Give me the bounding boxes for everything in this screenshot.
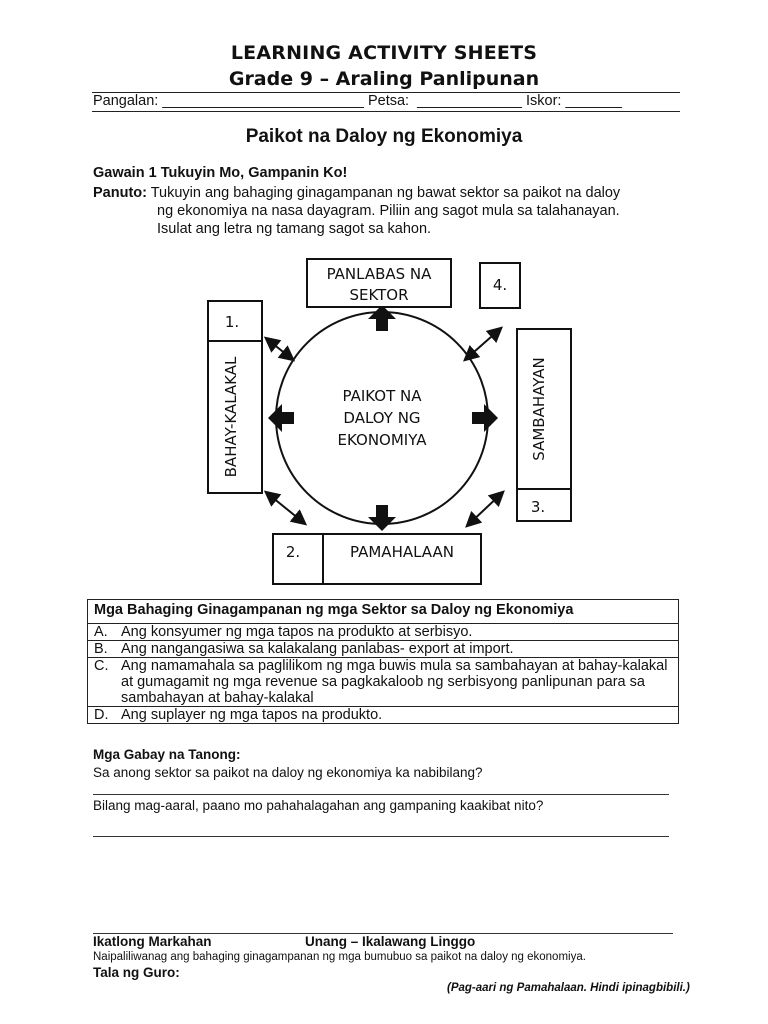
table-row [88, 624, 679, 641]
activity-heading: Gawain 1 Tukuyin Mo, Gampanin Ko! [93, 165, 348, 181]
row-letter: A. [94, 624, 108, 640]
guide-heading: Mga Gabay na Tanong: [93, 747, 241, 762]
guide-question-1: Sa anong sektor sa paikot na daloy ng ekonomiya ka nabibilang? [93, 765, 483, 780]
answer-number-1: 1. [224, 313, 240, 331]
competency-text: Naipaliliwanag ang bahaging ginagampanan ng mga bumubuo sa paikot na daloy ng ekonomiya. [93, 951, 586, 963]
instruction-line-2: ng ekonomiya na nasa dayagram. Piliin ang sagot mula sa talahanayan. [157, 203, 620, 219]
row-letter: C. [94, 658, 109, 674]
row-text: Ang namamahala sa paglilikom ng mga buwis mula sa sambahayan at bahay-kalakal at gumagamit ng mga revenue sa pagkakaloob ng serbisyong panlipunan para sa sambahayan at bahay-kalakal [121, 658, 668, 706]
table-row [88, 641, 679, 658]
guide-question-2: Bilang mag-aaral, paano mo pahahalagahan ang gampaning kaakibat nito? [93, 798, 544, 813]
answer-number-4: 4. [492, 276, 508, 294]
answer-number-3: 3. [530, 498, 546, 516]
instruction-line-1: Tukuyin ang bahaging ginagampanan ng bawat sektor sa paikot na daloy [146, 185, 621, 201]
row-letter: B. [94, 641, 108, 657]
grade-subject: Grade 9 – Araling Panlipunan [228, 68, 540, 90]
row-text: Ang suplayer ng mga tapos na produkto. [121, 707, 383, 723]
table-row [88, 658, 679, 707]
instruction-label: Panuto: [93, 185, 147, 201]
table-header: Mga Bahaging Ginagampanan ng mga Sektor sa Daloy ng Ekonomiya [88, 600, 679, 624]
page-title: Paikot na Daloy ng Ekonomiya [245, 126, 523, 147]
sheet-title: LEARNING ACTIVITY SHEETS [230, 42, 538, 64]
foreign-sector-label-1: PANLABAS NA [326, 265, 432, 283]
center-label-2: DALOY NG [343, 409, 421, 427]
roles-table [87, 599, 679, 724]
diag-arrow-bottom-right [468, 493, 502, 525]
answer-number-2: 2. [285, 543, 301, 561]
week-label: Unang – Ikalawang Linggo [305, 934, 476, 949]
circular-flow-diagram [160, 255, 600, 595]
foreign-sector-label-2: SEKTOR [349, 286, 409, 304]
instructions [93, 184, 620, 238]
households-label: SAMBAHAYAN [530, 357, 548, 461]
teacher-note-label: Tala ng Guro: [93, 965, 180, 980]
row-text: Ang nangangasiwa sa kalakalang panlabas- export at import. [121, 641, 514, 657]
table-row [88, 707, 679, 724]
instruction-line-3: Isulat ang letra ng tamang sagot sa kahon. [157, 221, 432, 237]
firms-label: BAHAY-KALAKAL [222, 356, 240, 478]
row-text: Ang konsyumer ng mga tapos na produkto at serbisyo. [121, 624, 473, 640]
quarter-label: Ikatlong Markahan [93, 934, 212, 949]
answer-line-2 [93, 836, 669, 837]
ownership-note: (Pag-aari ng Pamahalaan. Hindi ipinagbibili.) [447, 982, 690, 994]
center-label-3: EKONOMIYA [337, 431, 427, 449]
diag-arrow-top-left [267, 339, 292, 359]
info-rule [92, 111, 680, 112]
diag-arrow-bottom-left [267, 493, 304, 523]
government-label: PAMAHALAAN [350, 543, 454, 561]
diag-arrow-top-right [466, 329, 500, 359]
info-line: Pangalan: _________________________ Petsa: _____________ Iskor: _______ [93, 93, 622, 109]
center-label-1: PAIKOT NA [342, 387, 422, 405]
answer-line-1 [93, 794, 669, 795]
row-letter: D. [94, 707, 109, 723]
